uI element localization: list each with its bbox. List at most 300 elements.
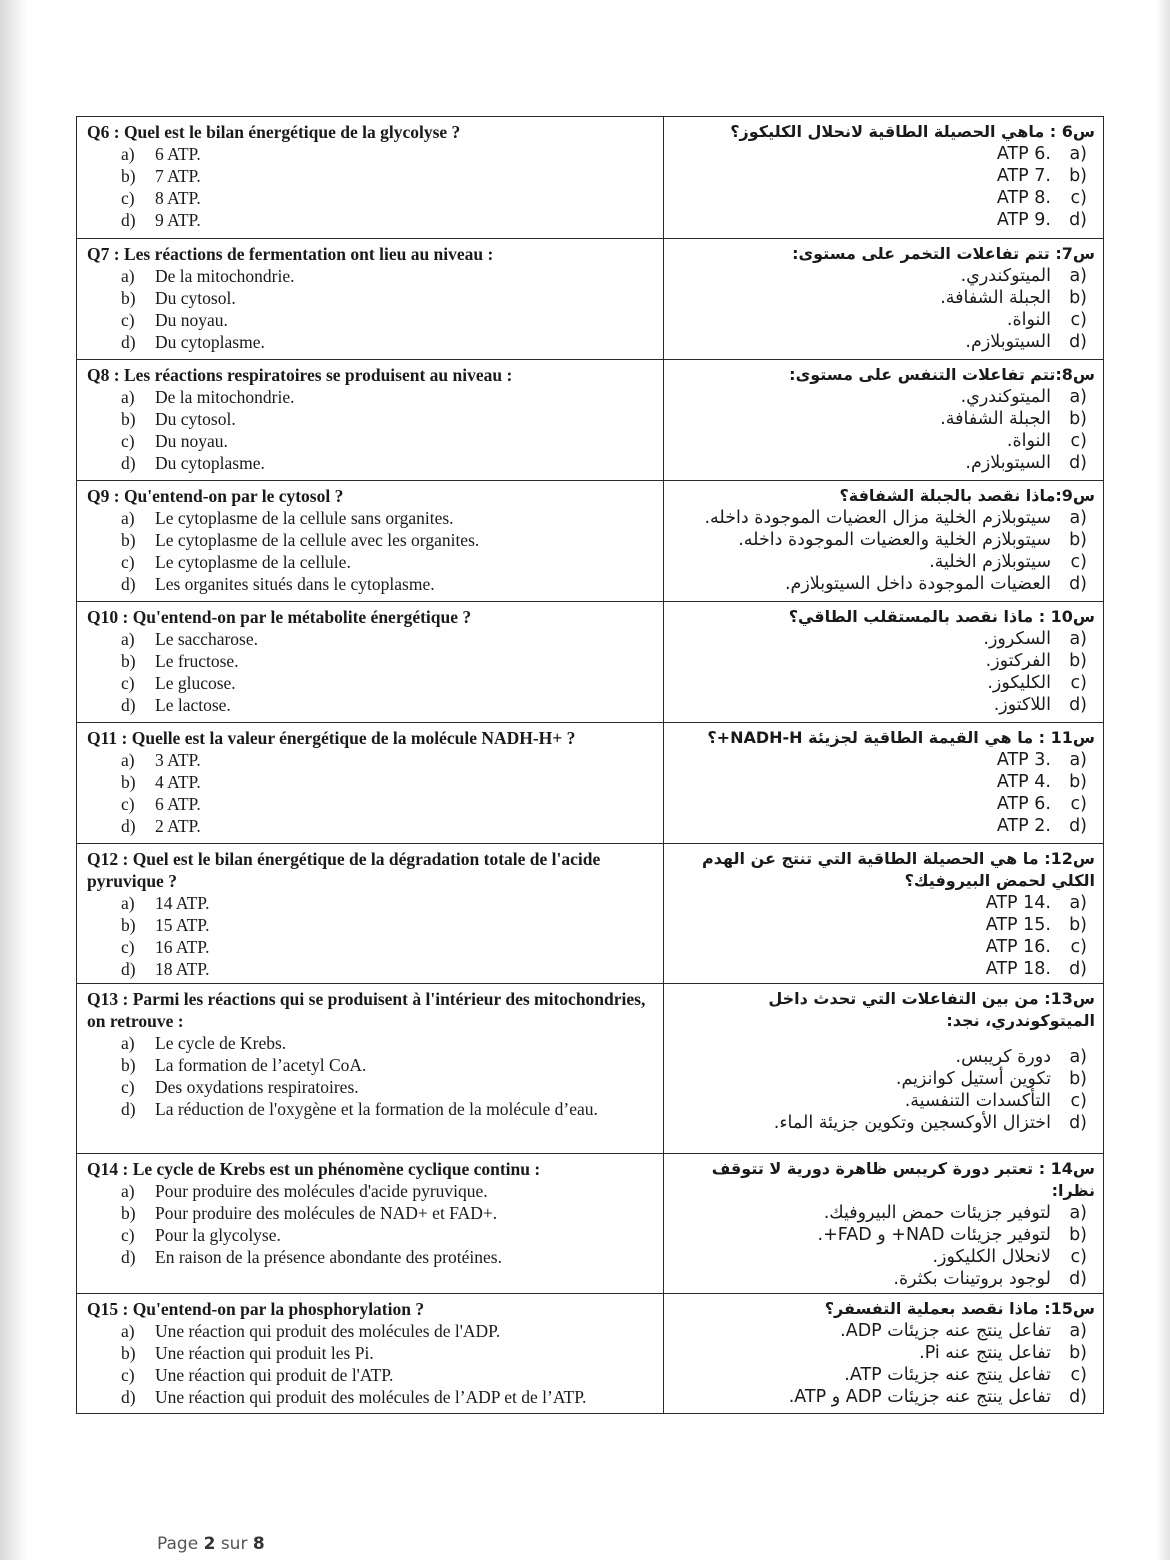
option-letter: (c [1070,1091,1087,1111]
option-text: الميتوكندري. [960,387,1051,407]
option-letter: d) [121,695,136,715]
answer-options [674,507,1095,595]
question-cell-french [77,239,664,360]
question-title: Q15 : Qu'entend-on par la phosphorylation ? [87,1299,425,1319]
option-letter: (c [1070,1247,1087,1267]
option-letter: (c [1070,552,1087,572]
option-text: تفاعل ينتج عنه Pi. [919,1343,1051,1363]
option-text: 15 ATP. [155,915,210,935]
option-text: تفاعل ينتج عنه جزيئات ADP. [840,1321,1051,1341]
option-letter: d) [121,210,136,230]
question-row [77,602,1104,723]
answer-option [87,408,655,430]
footer-of-word: sur [220,1534,248,1554]
question-cell-french [77,481,664,602]
answer-option [674,507,1095,529]
option-text: Le glucose. [155,673,236,693]
option-letter: (b [1069,1343,1087,1363]
question-title: س8:تتم تفاعلات التنفس على مستوى: [789,365,1095,384]
answer-option [87,1202,655,1224]
option-letter: d) [121,453,136,473]
option-letter: (d [1069,210,1087,230]
option-letter: a) [121,1033,135,1053]
option-letter: b) [121,651,136,671]
answer-option [674,452,1095,474]
option-text: .ATP 18 [985,959,1051,979]
option-letter: a) [121,893,135,913]
answer-option [87,287,655,309]
option-text: السكروز. [983,629,1051,649]
option-letter: (c [1070,937,1087,957]
option-letter: c) [121,794,135,814]
option-text: الجبلة الشفافة. [940,288,1051,308]
question-title: س7: تتم تفاعلات التخمر على مستوى: [792,244,1095,263]
option-text: .ATP 2 [996,816,1051,836]
option-letter: d) [121,574,136,594]
option-letter: (b [1069,409,1087,429]
question-title: Q7 : Les réactions de fermentation ont lieu au niveau : [87,244,494,264]
answer-option [87,1342,655,1364]
answer-option [674,1068,1095,1090]
answer-option [87,958,655,980]
question-cell-arabic [664,723,1104,844]
option-text: 16 ATP. [155,937,210,957]
answer-option [87,1320,655,1342]
answer-option [87,650,655,672]
question-title: Q12 : Quel est le bilan énergétique de la dégradation totale de l'acide pyruvique ? [87,849,601,891]
option-letter: c) [121,937,135,957]
question-cell-french [77,360,664,481]
answer-options [87,1032,655,1120]
question-cell-arabic [664,117,1104,239]
question-cell-french [77,1294,664,1414]
option-letter: d) [121,1099,136,1119]
option-text: Une réaction qui produit les Pi. [155,1343,374,1363]
option-text: Pour produire des molécules d'acide pyruvique. [155,1181,488,1201]
answer-option [674,1386,1095,1408]
answer-option [674,551,1095,573]
answer-option [674,958,1095,980]
option-letter: (c [1070,310,1087,330]
option-letter: (d [1069,453,1087,473]
option-letter: b) [121,530,136,550]
questions-table [76,116,1104,1414]
answer-option [87,1246,655,1268]
answer-option [87,914,655,936]
option-text: 7 ATP. [155,166,201,186]
option-text: Le cycle de Krebs. [155,1033,287,1053]
option-letter: (a [1069,1321,1087,1341]
option-letter: b) [121,166,136,186]
question-cell-french [77,1154,664,1294]
option-letter: b) [121,409,136,429]
answer-option [87,187,655,209]
option-letter: c) [121,1365,135,1385]
option-text: Le cytoplasme de la cellule. [155,552,351,572]
option-text: النواة. [1006,310,1051,330]
answer-option [87,694,655,716]
option-text: سيتوبلازم الخلية. [929,552,1051,572]
option-text: 9 ATP. [155,210,201,230]
answer-option [674,815,1095,837]
question-title: س10 : ماذا نقصد بالمستقلب الطاقي؟ [788,607,1095,626]
option-text: الكليكوز. [987,673,1051,693]
option-text: 6 ATP. [155,144,201,164]
option-letter: d) [121,1247,136,1267]
answer-option [674,331,1095,353]
question-title: س12: ما هي الحصيلة الطاقية التي تنتج عن الهدم الكلي لحمض البيروفيك؟ [701,849,1095,890]
option-text: Le saccharose. [155,629,258,649]
question-row [77,723,1104,844]
option-text: Les organites situés dans le cytoplasme. [155,574,435,594]
question-title: س6 : ماهي الحصيلة الطاقية لانحلال الكليكوز؟ [730,122,1095,141]
option-text: اختزال الأوكسجين وتكوين جزيئة الماء. [773,1113,1051,1133]
option-text: دورة كريبس. [955,1047,1051,1067]
question-cell-arabic [664,1154,1104,1294]
answer-option [674,672,1095,694]
answer-option [87,1180,655,1202]
option-text: Du noyau. [155,310,228,330]
question-cell-french [77,844,664,984]
question-cell-arabic [664,1294,1104,1414]
answer-option [87,331,655,353]
question-title: Q13 : Parmi les réactions qui se produisent à l'intérieur des mitochondries, on retrouve : [87,989,646,1031]
option-text: .ATP 6 [996,794,1051,814]
answer-option [674,914,1095,936]
option-letter: (a [1069,1203,1087,1223]
option-letter: c) [121,552,135,572]
option-text: Du noyau. [155,431,228,451]
option-text: الميتوكندري. [960,266,1051,286]
option-letter: (a [1069,387,1087,407]
question-title: س11 : ما هي القيمة الطاقية لجزيئة NADH-H+؟ [707,728,1095,747]
answer-option [87,892,655,914]
answer-option [674,309,1095,331]
option-text: تفاعل ينتج عنه جزيئات ATP. [844,1365,1051,1385]
option-text: 6 ATP. [155,794,201,814]
option-text: La réduction de l'oxygène et la formation de la molécule d’eau. [155,1099,598,1119]
scan-shadow-left [0,0,28,1560]
answer-option [674,573,1095,595]
option-text: Une réaction qui produit des molécules de l’ADP et de l’ATP. [155,1387,587,1407]
page-footer [157,1534,265,1554]
option-letter: b) [121,288,136,308]
option-text: Du cytosol. [155,288,236,308]
option-text: الجبلة الشفافة. [940,409,1051,429]
answer-option [674,793,1095,815]
footer-page-number: 2 [203,1534,216,1554]
answer-option [674,628,1095,650]
answer-option [87,309,655,331]
option-text: الفركتوز. [985,651,1051,671]
question-cell-arabic [664,984,1104,1154]
option-letter: (b [1069,1069,1087,1089]
option-text: Pour produire des molécules de NAD+ et FAD+. [155,1203,498,1223]
question-title: Q10 : Qu'entend-on par le métabolite énergétique ? [87,607,472,627]
option-letter: (d [1069,1113,1087,1133]
option-letter: d) [121,1387,136,1407]
option-text: Pour la glycolyse. [155,1225,281,1245]
answer-option [87,628,655,650]
spacer [674,1032,1095,1046]
option-text: De la mitochondrie. [155,387,295,407]
option-letter: c) [121,673,135,693]
answer-option [87,507,655,529]
option-text: Le lactose. [155,695,231,715]
question-cell-french [77,723,664,844]
option-letter: (c [1070,188,1087,208]
answer-option [674,694,1095,716]
option-letter: (a [1069,144,1087,164]
question-cell-arabic [664,844,1104,984]
option-text: .ATP 15 [985,915,1051,935]
answer-option [87,1032,655,1054]
answer-option [87,793,655,815]
option-letter: a) [121,266,135,286]
answer-option [87,165,655,187]
answer-option [674,749,1095,771]
option-letter: (a [1069,266,1087,286]
option-letter: (a [1069,893,1087,913]
answer-option [674,1342,1095,1364]
option-text: Le cytoplasme de la cellule avec les organites. [155,530,480,550]
footer-page-word: Page [157,1534,199,1554]
answer-option [674,1202,1095,1224]
option-text: 4 ATP. [155,772,201,792]
question-row [77,239,1104,360]
answer-option [87,1076,655,1098]
option-text: Des oxydations respiratoires. [155,1077,359,1097]
option-text: .ATP 14 [985,893,1051,913]
answer-option [87,265,655,287]
option-text: سيتوبلازم الخلية والعضيات الموجودة داخله. [738,530,1051,550]
answer-option [674,1112,1095,1134]
option-text: .ATP 6 [996,144,1051,164]
option-letter: (d [1069,332,1087,352]
option-letter: c) [121,310,135,330]
answer-option [87,936,655,958]
answer-option [674,892,1095,914]
question-cell-arabic [664,239,1104,360]
option-text: .ATP 9 [996,210,1051,230]
option-letter: a) [121,387,135,407]
question-title: Q9 : Qu'entend-on par le cytosol ? [87,486,344,506]
question-cell-arabic [664,360,1104,481]
option-text: لتوفير جزيئات NAD+ و FAD+. [817,1225,1051,1245]
answer-option [87,749,655,771]
answer-options [674,1046,1095,1134]
answer-option [674,1246,1095,1268]
answer-option [674,143,1095,165]
question-title: س14 : تعتبر دورة كريبس ظاهرة دورية لا تتوقف نظرا: [711,1159,1095,1200]
option-text: النواة. [1006,431,1051,451]
option-text: Le cytoplasme de la cellule sans organites. [155,508,454,528]
answer-option [674,209,1095,231]
option-text: 2 ATP. [155,816,201,836]
option-letter: (b [1069,1225,1087,1245]
option-text: السيتوبلازم. [965,332,1051,352]
option-letter: a) [121,629,135,649]
answer-options [87,1180,655,1268]
option-text: 3 ATP. [155,750,201,770]
option-text: .ATP 4 [996,772,1051,792]
answer-options [674,628,1095,716]
answer-option [674,1046,1095,1068]
answer-options [674,386,1095,474]
option-text: لتوفير جزيئات حمض البيروفيك. [823,1203,1051,1223]
question-title: س9:ماذا نقصد بالجبلة الشفافة؟ [839,486,1095,505]
option-letter: (d [1069,695,1087,715]
option-text: En raison de la présence abondante des protéines. [155,1247,502,1267]
question-cell-french [77,984,664,1154]
option-letter: a) [121,144,135,164]
option-text: لوجود بروتينات بكثرة. [893,1269,1051,1289]
answer-option [87,1054,655,1076]
answer-options [87,1320,655,1408]
answer-option [87,1364,655,1386]
question-cell-arabic [664,602,1104,723]
answer-option [674,1268,1095,1290]
question-title: Q14 : Le cycle de Krebs est un phénomène cyclique continu : [87,1159,541,1179]
option-letter: (b [1069,772,1087,792]
option-letter: (c [1070,673,1087,693]
answer-options [87,386,655,474]
answer-option [674,1090,1095,1112]
answer-option [87,815,655,837]
option-text: التأكسدات التنفسية. [904,1091,1051,1111]
question-row [77,1294,1104,1414]
option-text: Du cytosol. [155,409,236,429]
answer-options [87,749,655,837]
question-row [77,984,1104,1154]
option-text: العضيات الموجودة داخل السيتوبلازم. [784,574,1051,594]
option-text: .ATP 7 [996,166,1051,186]
answer-option [674,187,1095,209]
option-text: Une réaction qui produit de l'ATP. [155,1365,394,1385]
answer-option [87,551,655,573]
answer-option [674,265,1095,287]
option-letter: b) [121,772,136,792]
option-letter: b) [121,1343,136,1363]
option-text: Du cytoplasme. [155,332,265,352]
option-text: Une réaction qui produit des molécules de l'ADP. [155,1321,501,1341]
option-letter: a) [121,1181,135,1201]
answer-option [87,1224,655,1246]
option-letter: (b [1069,166,1087,186]
option-letter: (c [1070,431,1087,451]
answer-options [674,892,1095,980]
option-letter: b) [121,915,136,935]
option-text: .ATP 16 [985,937,1051,957]
option-text: Le fructose. [155,651,239,671]
answer-option [674,650,1095,672]
option-text: اللاكتوز. [993,695,1051,715]
option-letter: (b [1069,651,1087,671]
option-letter: c) [121,1225,135,1245]
answer-option [674,1224,1095,1246]
answer-option [674,430,1095,452]
answer-option [87,430,655,452]
option-letter: (b [1069,915,1087,935]
option-letter: (a [1069,1047,1087,1067]
answer-option [674,1320,1095,1342]
question-row [77,844,1104,984]
option-letter: (b [1069,288,1087,308]
option-letter: a) [121,1321,135,1341]
answer-option [674,1364,1095,1386]
option-letter: (c [1070,794,1087,814]
answer-option [87,1386,655,1408]
answer-options [674,143,1095,231]
answer-options [87,265,655,353]
option-letter: d) [121,816,136,836]
question-row [77,117,1104,239]
option-letter: c) [121,188,135,208]
answer-options [87,507,655,595]
question-title: س15: ماذا نقصد بعملية التفسفر؟ [824,1299,1095,1318]
option-letter: (a [1069,629,1087,649]
option-letter: (b [1069,530,1087,550]
answer-options [87,892,655,980]
scan-shadow-right [1156,0,1170,1560]
option-letter: a) [121,750,135,770]
question-title: Q6 : Quel est le bilan énergétique de la glycolyse ? [87,122,461,142]
footer-page-total: 8 [252,1534,265,1554]
option-letter: (d [1069,1387,1087,1407]
question-row [77,360,1104,481]
option-letter: c) [121,1077,135,1097]
answer-option [87,386,655,408]
answer-option [674,408,1095,430]
answer-options [674,265,1095,353]
answer-option [674,165,1095,187]
question-title: Q11 : Quelle est la valeur énergétique de la molécule NADH-H+ ? [87,728,576,748]
option-text: .ATP 3 [996,750,1051,770]
option-text: سيتوبلازم الخلية مزال العضيات الموجودة داخله. [704,508,1051,528]
question-row [77,481,1104,602]
answer-option [674,771,1095,793]
answer-option [87,771,655,793]
answer-option [87,452,655,474]
question-cell-arabic [664,481,1104,602]
option-letter: d) [121,959,136,979]
option-text: تفاعل ينتج عنه جزيئات ADP و ATP. [788,1387,1051,1407]
option-text: De la mitochondrie. [155,266,295,286]
option-text: 8 ATP. [155,188,201,208]
answer-options [87,628,655,716]
option-text: 18 ATP. [155,959,210,979]
answer-option [87,672,655,694]
answer-options [87,143,655,231]
question-cell-french [77,602,664,723]
option-letter: b) [121,1203,136,1223]
option-letter: (d [1069,574,1087,594]
option-text: La formation de l’acetyl CoA. [155,1055,367,1075]
answer-option [87,209,655,231]
option-text: السيتوبلازم. [965,453,1051,473]
option-letter: (d [1069,959,1087,979]
option-text: .ATP 8 [996,188,1051,208]
answer-options [674,1320,1095,1408]
option-letter: d) [121,332,136,352]
answer-option [87,573,655,595]
option-letter: (c [1070,1365,1087,1385]
option-letter: (d [1069,816,1087,836]
questions-body [77,117,1104,1414]
option-text: Du cytoplasme. [155,453,265,473]
question-title: Q8 : Les réactions respiratoires se produisent au niveau : [87,365,513,385]
option-letter: (a [1069,508,1087,528]
